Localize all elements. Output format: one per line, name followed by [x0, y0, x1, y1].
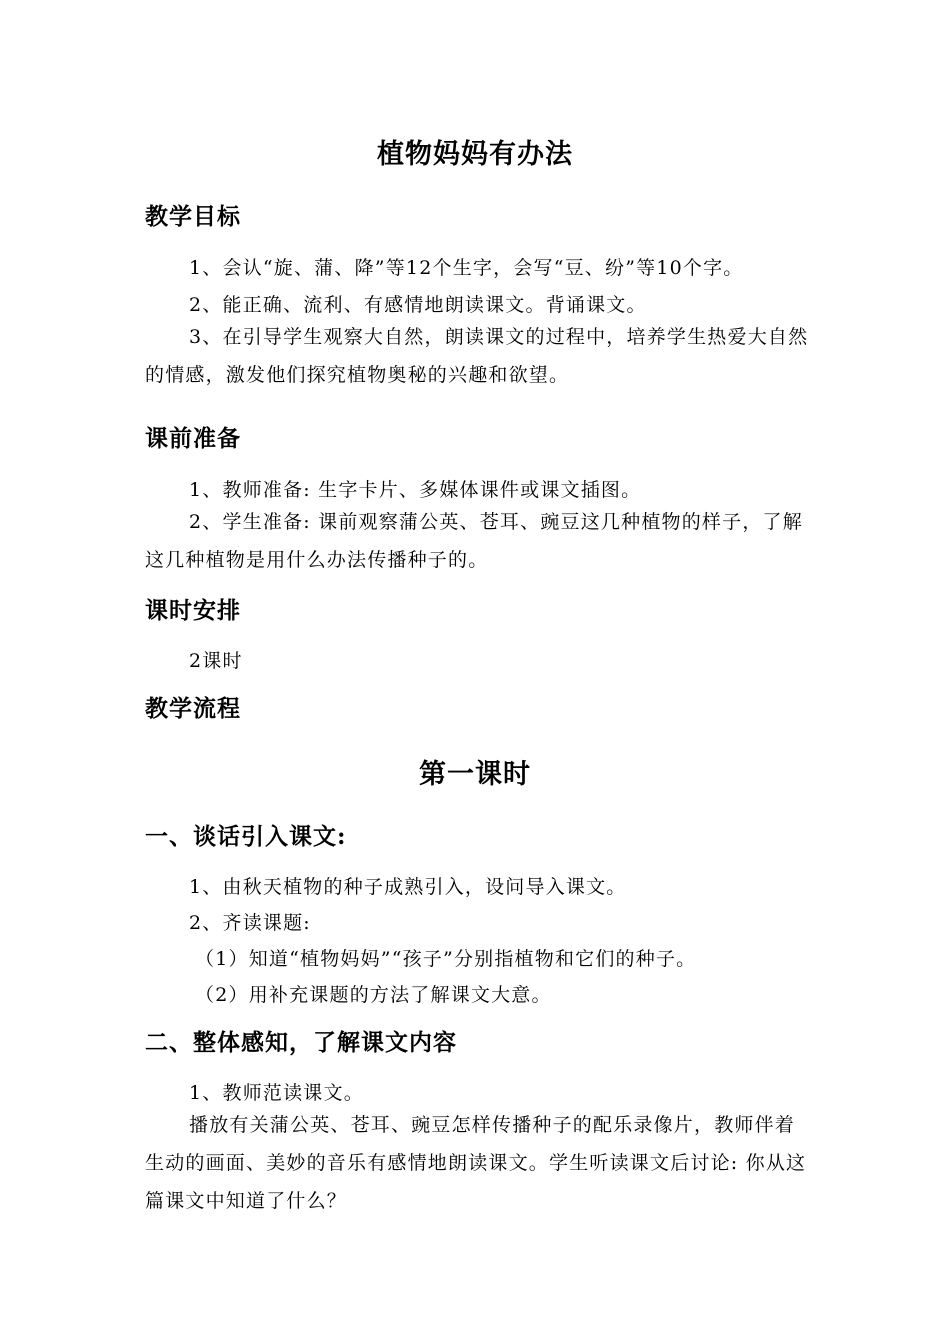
heading-part-1: 一、谈话引入课文:	[145, 823, 347, 850]
lesson-title: 第一课时	[419, 759, 531, 790]
heading-teaching-goals: 教学目标	[145, 203, 241, 230]
goal-item-1: 1、会认“旋、蒲、降”等12个生字，会写“豆、纷”等10个字。	[189, 257, 744, 279]
goal-item-3: 3、在引导学生观察大自然，朗读课文的过程中，培养学生热爱大自然的情感，激发他们探究植物奥秘的兴趣和欲望。	[145, 326, 809, 386]
part1-item-1: 1、由秋天植物的种子成熟引入，设问导入课文。	[189, 876, 627, 898]
part1-item-2: 2、齐读课题:	[189, 912, 311, 934]
document-title: 植物妈妈有办法	[377, 139, 573, 170]
prep-item-2: 2、学生准备: 课前观察蒲公英、苍耳、豌豆这几种植物的样子，了解这几种植物是用什么办法传播种子的。	[145, 511, 803, 571]
heading-preparation: 课前准备	[145, 425, 241, 452]
prep-item-1: 1、教师准备: 生字卡片、多媒体课件或课文插图。	[189, 479, 642, 501]
heading-schedule: 课时安排	[145, 597, 241, 624]
part2-paragraph: 播放有关蒲公英、苍耳、豌豆怎样传播种子的配乐录像片，教师伴着生动的画面、美妙的音乐有感情地朗读课文。学生听读课文后讨论: 你从这篇课文中知道了什么？	[145, 1114, 807, 1212]
goal-item-2: 2、能正确、流利、有感情地朗读课文。背诵课文。	[189, 294, 647, 316]
schedule-text: 2课时	[189, 650, 243, 672]
heading-teaching-flow: 教学流程	[145, 695, 241, 722]
heading-part-2: 二、整体感知，了解课文内容	[145, 1029, 457, 1056]
part1-subitem-1: （1）知道“植物妈妈”“孩子”分别指植物和它们的种子。	[195, 948, 697, 970]
part1-subitem-2: （2）用补充课题的方法了解课文大意。	[195, 984, 552, 1006]
part2-item-1: 1、教师范读课文。	[189, 1082, 364, 1104]
